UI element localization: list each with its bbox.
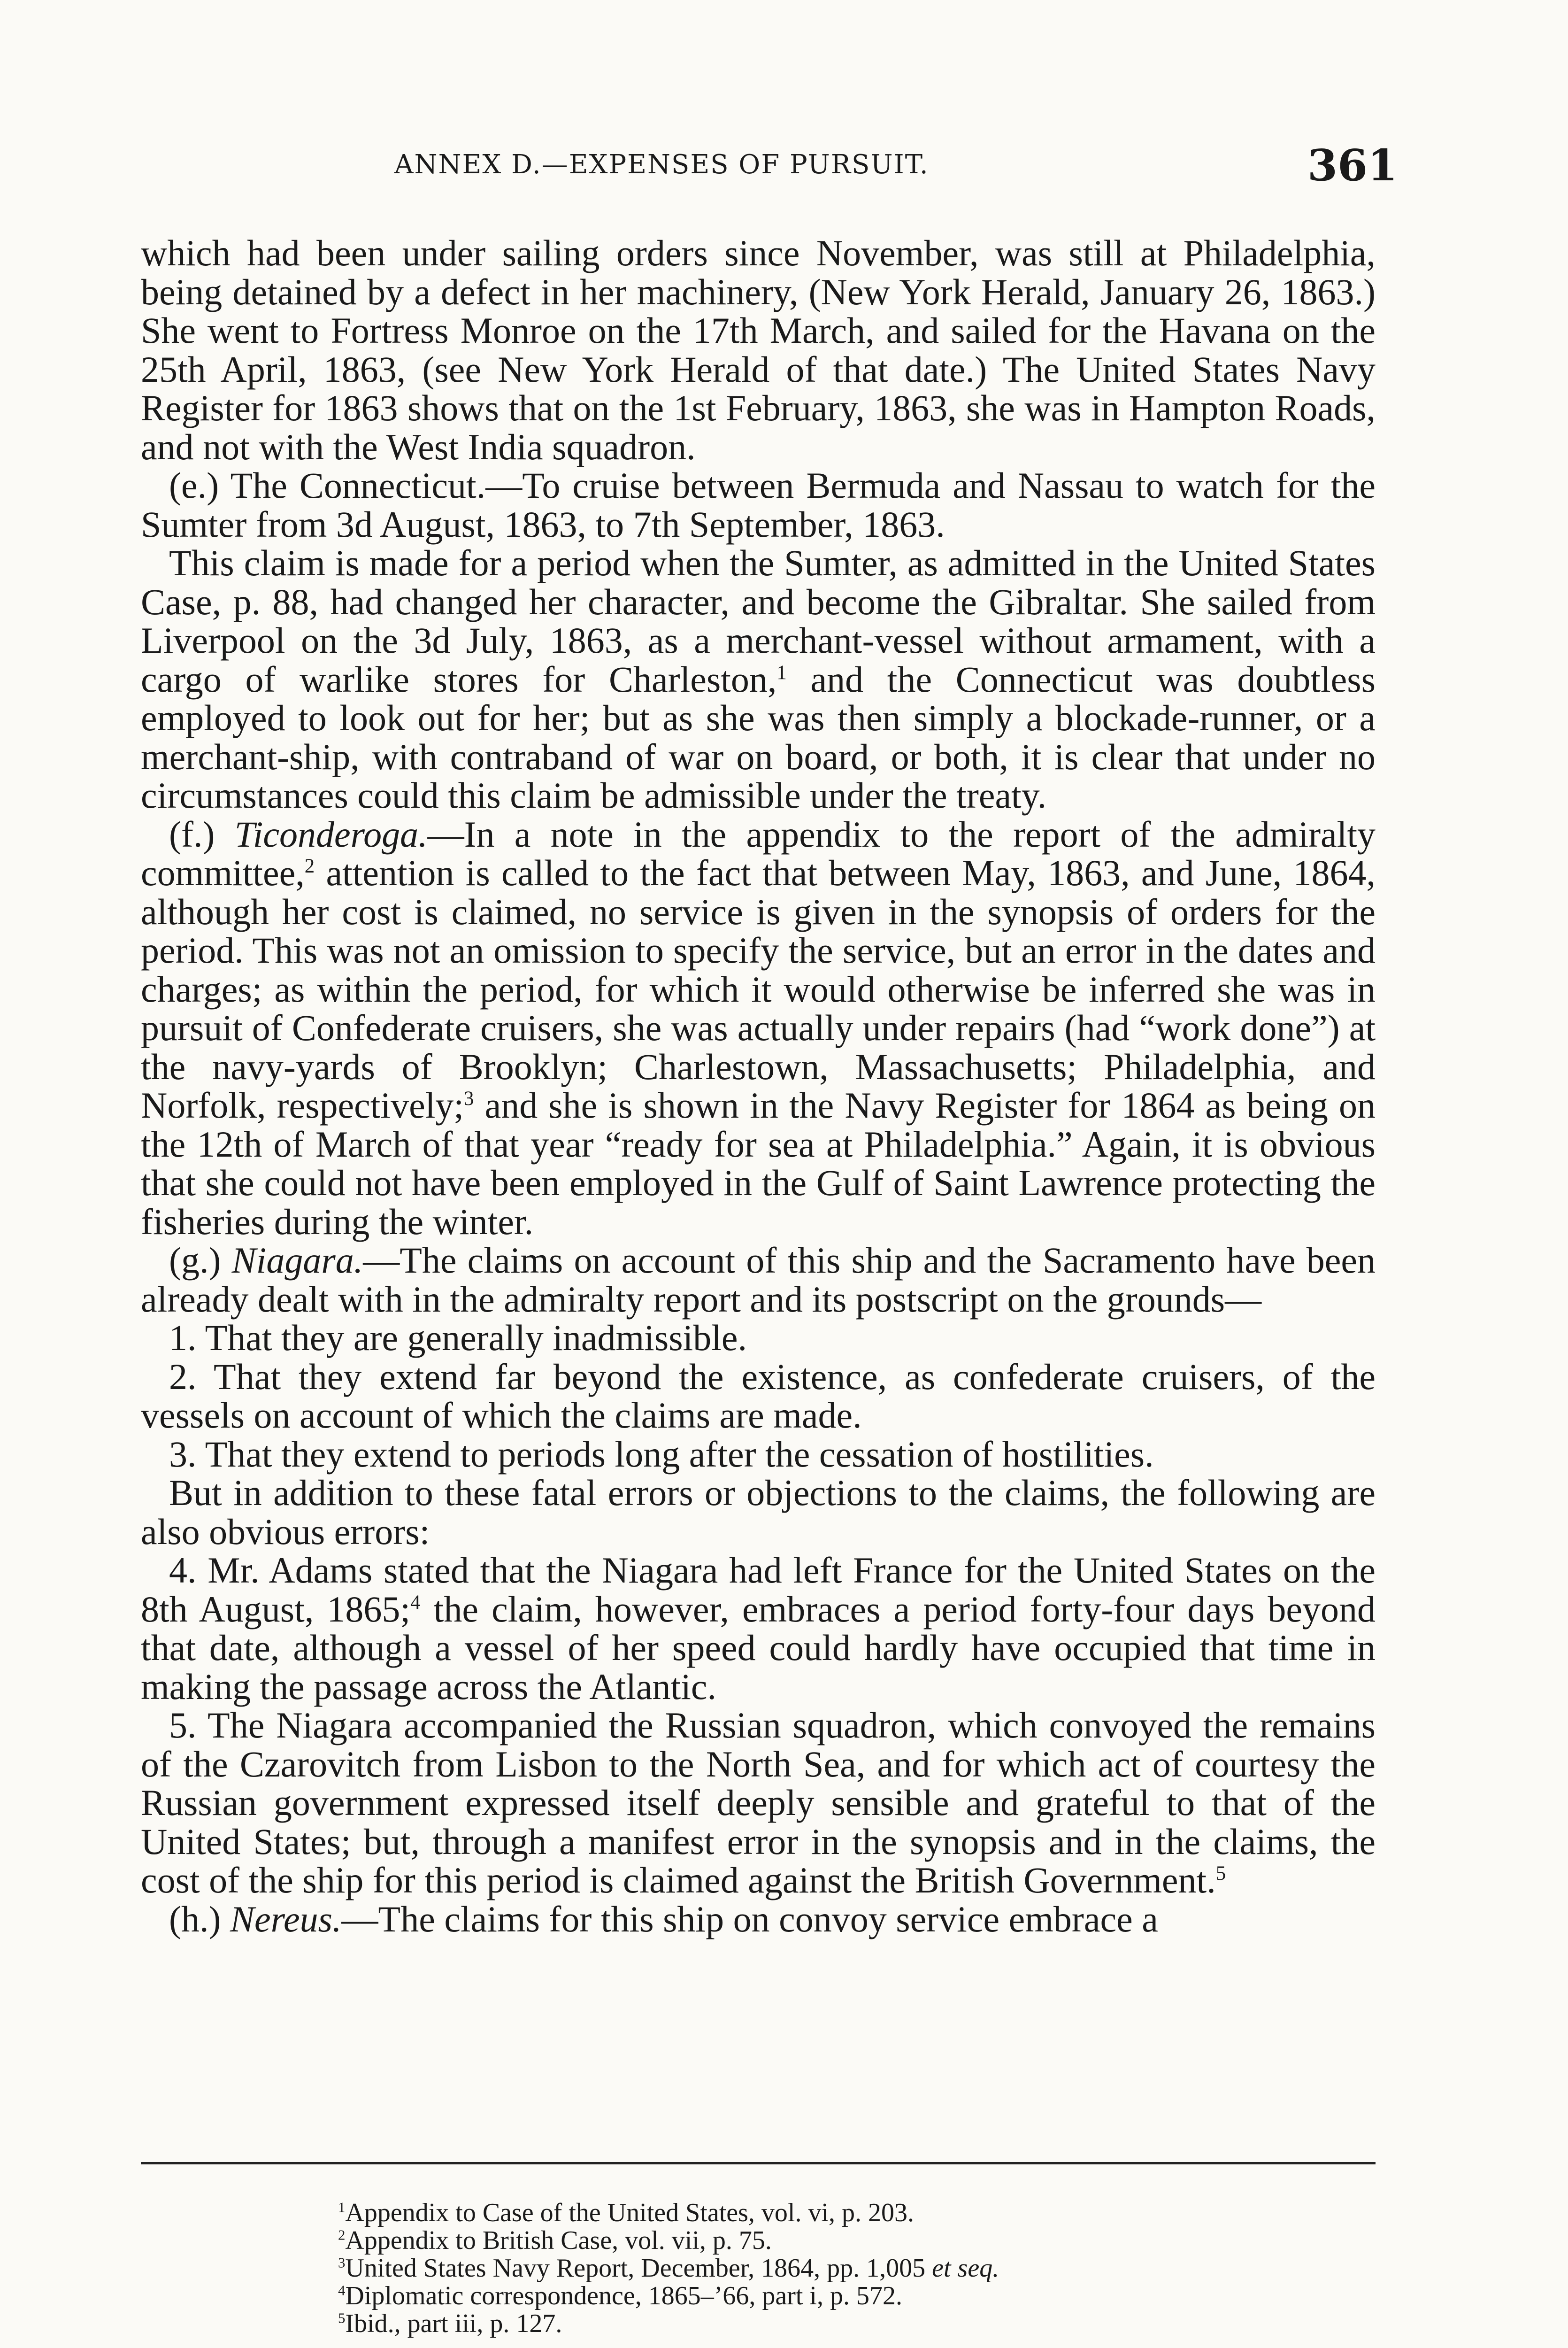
text-run: —The claims for this ship on convoy service embrace a [341,1898,1158,1939]
paragraph-sumter-claim [141,544,1376,815]
text-run: and she is shown in the Navy Register for 1864 as being on the 12th of March of that year “ready for sea at Philadelphia.” Again, it is obvious that she could not have been employed in the Gulf of Saint Lawrence protecting the fisheries during the winter. [141,1085,1376,1242]
footnote-1 [338,2199,1371,2227]
paragraph-connecticut: (e.) The Connecticut.—To cruise between Bermuda and Nassau to watch for the Sumter from 3d August, 1863, to 7th September, 1863. [141,465,1376,545]
text-run: (g.) [169,1240,221,1281]
running-head: ANNEX D.—EXPENSES OF PURSUIT. [394,149,929,180]
footnote-text: United States Navy Report, December, 1864, pp. 1,005 [345,2254,926,2283]
footnote-marker: 1 [338,2199,346,2216]
footnote-4 [338,2282,1371,2310]
footnote-ref: 1 [776,661,787,684]
footnote-marker: 5 [338,2310,346,2326]
body-text [141,234,1376,1939]
footnote-marker: 3 [338,2255,346,2271]
text-run: This claim is made for a period when the Sumter, as admitted in the United States Case, p. 88, had changed her character, and become the Gibraltar. She sailed from Liverpool on the 3d July, 1863, as a merchant-vessel without armament, with a cargo of warlike stores for Charleston, [141,542,1376,700]
footnote-ref: 5 [1215,1862,1226,1885]
text-run: attention is called to the fact that between May, 1863, and June, 1864, although her cost is claimed, no service is given in the synopsis of orders for the period. This was not an omission to specify the service, but an error in the dates and charges; as within the period, for which it would otherwise be inferred she was in pursuit of Confederate cruisers, she was actually under repairs (had “work done”) at the navy-yards of Brooklyn; Charlestown, Massachusetts; Philadelphia, and Norfolk, respectively; [141,852,1376,1126]
footnote-text: Ibid., part iii, p. 127. [345,2309,562,2338]
footnote-3 [338,2255,1371,2282]
footnote-ref: 3 [464,1088,474,1110]
text-run: (h.) [169,1898,221,1939]
footnote-text: Appendix to Case of the United States, vol. vi, p. 203. [345,2198,915,2227]
text-run: and the Connecticut was doubtless employed to look out for her; but as she was then simply a blockade-runner, or a merchant-ship, with contraband of war on board, or both, it is clear that under no circumstances could this claim be admissible under the treaty. [141,658,1376,816]
text-run: —The claims on account of this ship and the Sacramento have been already dealt with in the admiralty report and its postscript on the grounds— [141,1240,1376,1320]
text-run: 5. The Niagara accompanied the Russian squadron, which convoyed the remains of the Czarovitch from Lisbon to the North Sea, and for which act of courtesy the Russian government expressed itself deeply sensible and grateful to that of the United States; but, through a manifest error in the synopsis and in the claims, the cost of the ship for this period is claimed against the British Government. [141,1705,1376,1900]
footnote-ref: 4 [410,1591,421,1614]
list-item-2: 2. That they extend far beyond the existence, as confederate cruisers, of the vessels on account of which the claims are made. [141,1356,1376,1436]
ship-name: Niagara. [231,1240,363,1281]
page-number: 361 [1307,140,1398,191]
footnote-italic: et seq. [932,2254,999,2283]
paragraph-additional-errors: But in addition to these fatal errors or objections to the claims, the following are also obvious errors: [141,1472,1376,1552]
footnote-marker: 4 [338,2282,346,2299]
footnote-marker: 2 [338,2227,346,2243]
text-run: the claim, however, embraces a period forty-four days beyond that date, although a vessel of her speed could hardly have occupied that time in making the passage across the Atlantic. [141,1588,1376,1707]
paragraph-niagara-continued: which had been under sailing orders since November, was still at Philadelphia, being detained by a defect in her machinery, (New York Herald, January 26, 1863.) She went to Fortress Monroe on the 17th March, and sailed for the Havana on the 25th April, 1863, (see New York Herald of that date.) The United States Navy Register for 1863 shows that on the 1st February, 1863, she was in Hampton Roads, and not with the West India squadron. [141,232,1376,467]
list-item-1: 1. That they are generally inadmissible. [169,1317,747,1358]
text-run: —In a note in the appendix to the report of the admiralty committee, [141,813,1376,893]
paragraph-nereus [141,1900,1376,1939]
footnote-5 [338,2310,1371,2338]
paragraph-ticonderoga [141,815,1376,1242]
footnote-text: Diplomatic correspondence, 1865–’66, part i, p. 572. [345,2281,902,2310]
footnote-text: Appendix to British Case, vol. vii, p. 75. [345,2226,772,2255]
footnote-divider [141,2162,1376,2164]
text-run: (f.) [169,813,215,855]
footnotes [338,2199,1371,2338]
list-item-4 [141,1551,1376,1706]
ship-name: Ticonderoga. [234,813,428,855]
text-run: 4. Mr. Adams stated that the Niagara had left France for the United States on the 8th August, 1865; [141,1550,1376,1630]
ship-name: Nereus. [230,1898,342,1939]
list-item-5 [141,1706,1376,1900]
paragraph-niagara [141,1241,1376,1319]
list-item-3: 3. That they extend to periods long after the cessation of hostilities. [169,1433,1154,1475]
footnote-2 [338,2227,1371,2255]
footnote-ref: 2 [304,855,315,877]
